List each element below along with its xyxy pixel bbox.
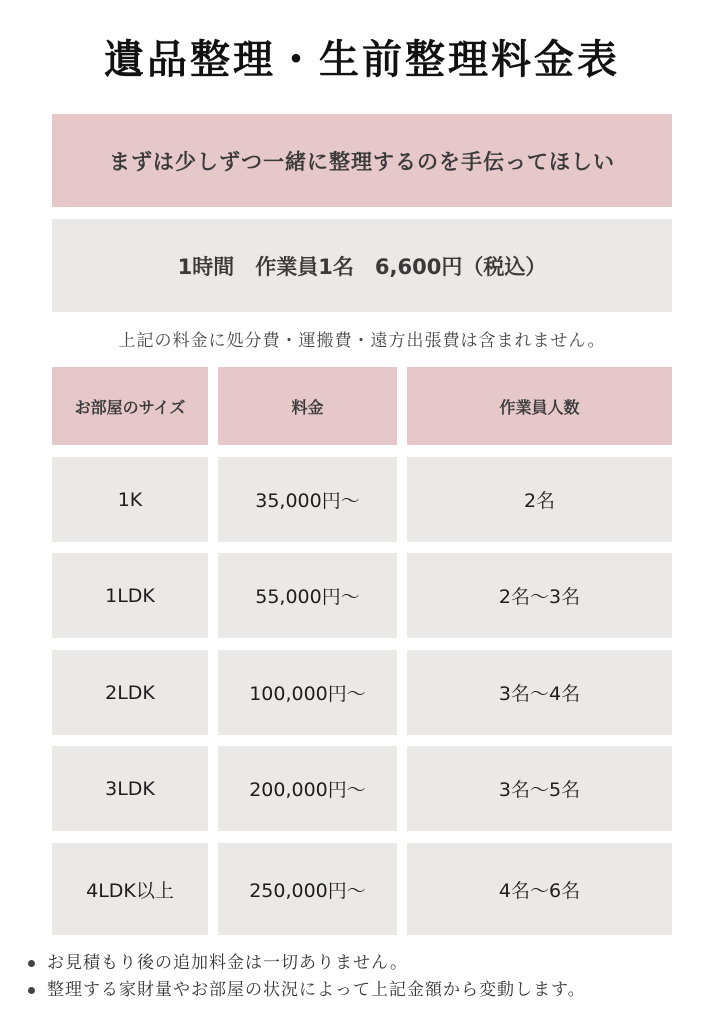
footnotes-list — [28, 950, 586, 1004]
footnote-text: 整理する家財量やお部屋の状況によって上記金額から変動します。 — [47, 980, 586, 1000]
row-3-size: 2LDK — [52, 650, 208, 735]
row-3-staff: 3名〜4名 — [407, 650, 672, 735]
row-5-price: 250,000円〜 — [218, 843, 397, 935]
page-title: 遺品整理・生前整理料金表 — [104, 37, 620, 83]
bullet-icon — [28, 960, 35, 967]
price-exclusion-note: 上記の料金に処分費・運搬費・遠方出張費は含まれません。 — [118, 331, 606, 351]
row-1-size: 1K — [52, 457, 208, 542]
request-banner: まずは少しずつ一緒に整理するのを手伝ってほしい — [52, 114, 672, 207]
header-staff-count: 作業員人数 — [407, 367, 672, 445]
hourly-rate-banner: 1時間 作業員1名 6,600円（税込） — [52, 219, 672, 312]
footnote-item — [28, 977, 586, 1004]
row-1-staff: 2名 — [407, 457, 672, 542]
bullet-icon — [28, 987, 35, 994]
row-2-price: 55,000円〜 — [218, 553, 397, 638]
row-4-price: 200,000円〜 — [218, 746, 397, 831]
row-5-size: 4LDK以上 — [52, 843, 208, 935]
row-4-size: 3LDK — [52, 746, 208, 831]
header-room-size: お部屋のサイズ — [52, 367, 208, 445]
row-2-staff: 2名〜3名 — [407, 553, 672, 638]
row-4-staff: 3名〜5名 — [407, 746, 672, 831]
footnote-item — [28, 950, 586, 977]
row-1-price: 35,000円〜 — [218, 457, 397, 542]
header-price: 料金 — [218, 367, 397, 445]
row-3-price: 100,000円〜 — [218, 650, 397, 735]
row-2-size: 1LDK — [52, 553, 208, 638]
footnote-text: お見積もり後の追加料金は一切ありません。 — [47, 953, 409, 973]
row-5-staff: 4名〜6名 — [407, 843, 672, 935]
